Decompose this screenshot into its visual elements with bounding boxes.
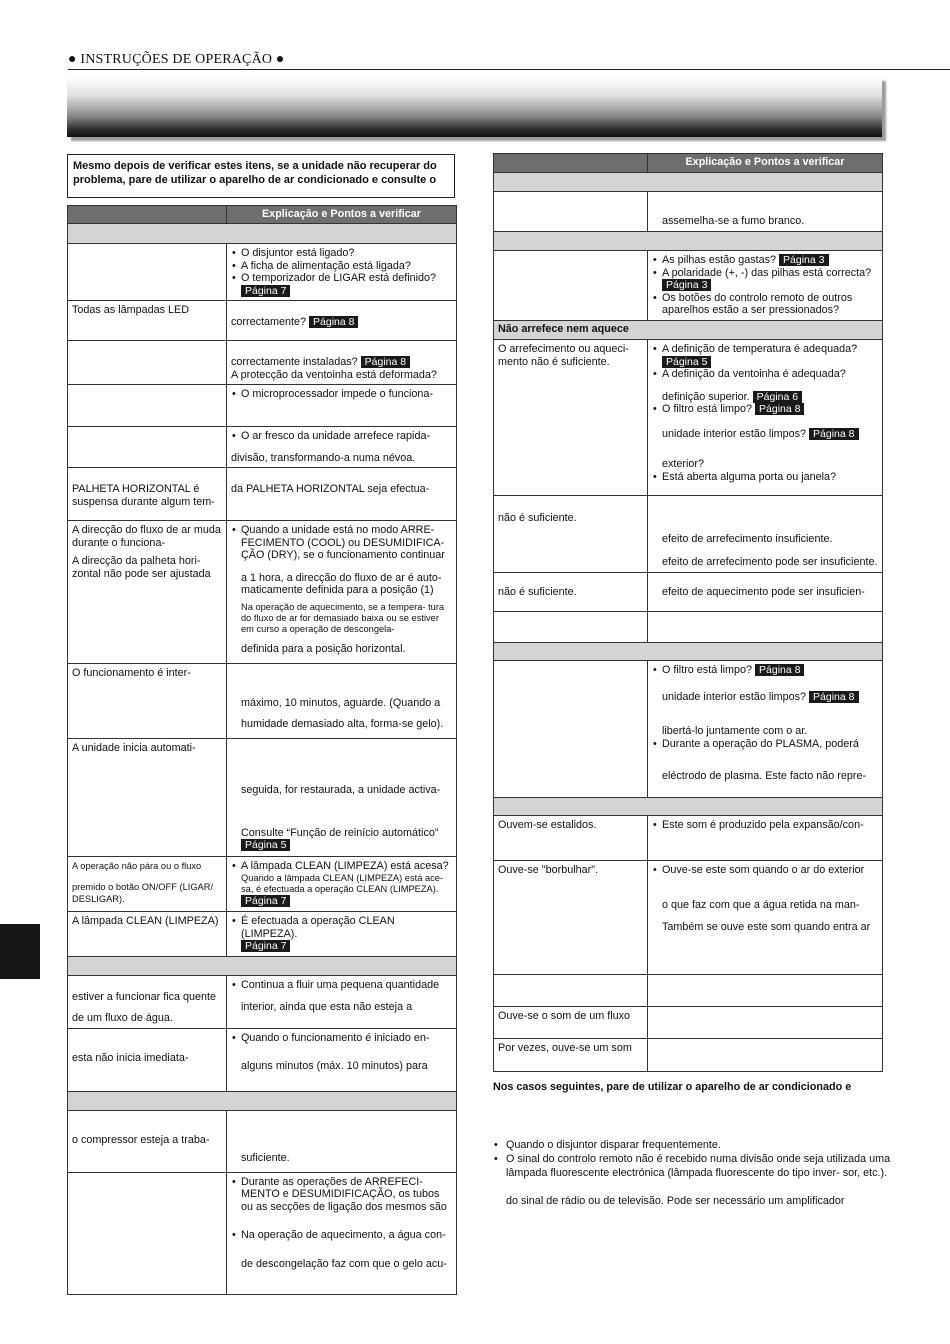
check-cell [227,244,457,301]
table-row [494,340,883,496]
table-row [68,244,457,301]
symptom-cell: Ouve-se "borbulhar". [494,861,648,975]
symptom-cell: O arrefecimento ou aqueci- mento não é suficiente. [494,340,648,496]
section-bar [494,643,883,661]
symptom-cell [494,661,648,798]
table-row [68,341,457,385]
symptom-cell: A direcção do fluxo de ar muda durante o funciona- A direcção da palheta hori- zontal não pode ser ajustada [68,521,227,664]
table-row [68,1172,457,1294]
check-cell: • Quando o funcionamento é iniciado en- alguns minutos (máx. 10 minutos) para [227,1028,457,1091]
table-row [68,468,457,521]
section-bar [68,1091,457,1110]
check-item: • Os botões do controlo remoto de outros aparelhos estão a ser pressionados? [662,292,878,317]
table-row [68,857,457,912]
warning-list [493,1138,893,1208]
symptom-cell: esta não inicia imediata- [68,1028,227,1091]
check-cell [648,1007,883,1039]
page-ref: Página 7 [241,285,290,297]
page-ref: Página 8 [309,316,358,328]
check-item: • A lâmpada CLEAN (LIMPEZA) está acesa? [241,860,452,873]
check-cell: • O filtro está limpo? Página 8 unidade interior estão limpos? Página 8 libertá-lo juntamente com o ar. • Durante a operação do PLASMA, poderá eléctrodo de plasma. Este facto não repre- [648,661,883,798]
check-cell: • Ouve-se este som quando o ar do exterior o que faz com que a água retida na man- Também se ouve este som quando entra ar [648,861,883,975]
check-item: • Este som é produzido pela expansão/con- [662,819,878,832]
table-row [68,1028,457,1091]
check-item: • A definição de temperatura é adequada? Página 5 [662,343,878,368]
check-cell: correctamente instaladas? Página 8 A protecção da ventoinha está deformada? [227,341,457,385]
header-rule [68,69,950,70]
table-row [494,496,883,573]
check-cell: efeito de aquecimento pode ser insuficien- [648,573,883,612]
section-bar [68,224,457,244]
check-item: • Quando a unidade está no modo ARRE- FECIMENTO (COOL) ou DESUMIDIFICA- ÇÃO (DRY), se o funcionamento continuar [241,524,452,562]
symptom-cell: PALHETA HORIZONTAL é suspensa durante algum tem- [68,468,227,521]
symptom-cell: não é suficiente. [494,573,648,612]
symptom-cell: estiver a funcionar fica quente de um fluxo de água. [68,975,227,1028]
check-cell: • Quando a unidade está no modo ARRE- FECIMENTO (COOL) ou DESUMIDIFICA- ÇÃO (DRY), se o funcionamento continuar a 1 hora, a direcção do fluxo de ar é auto- maticamente definida para a posição (1) Na operação de aquecimento, se a tempera- tura do fluxo de ar for demasiado baixa ou se estiver em curso a operação de descongela- definida para a posição horizontal. [227,521,457,664]
symptom-cell [494,251,648,321]
table-row [494,1039,883,1072]
check-item: • O temporizador de LIGAR está definido? Página 7 [241,272,452,297]
page-ref: Página 3 [662,279,711,291]
symptom-cell: o compressor esteja a traba- [68,1110,227,1172]
symptom-cell: A lâmpada CLEAN (LIMPEZA) [68,912,227,957]
section-no-cool: Não arrefece nem aquece [494,321,883,340]
check-cell: efeito de arrefecimento insuficiente. efeito de arrefecimento pode ser insuficiente. [648,496,883,573]
check-cell: • Continua a fluir uma pequena quantidade interior, ainda que esta não esteja a [227,975,457,1028]
check-item: • A polaridade (+, -) das pilhas está correcta? Página 3 [662,267,878,292]
check-cell: • A definição de temperatura é adequada? Página 5 • A definição da ventoinha é adequada? definição superior. Página 6 • O filtro está limpo? Página 8 unidade interior estão limpos? Página 8 exterior? • Está aberta alguma porta ou janela? [648,340,883,496]
check-item: • Continua a fluir uma pequena quantidade [241,979,452,992]
page-ref: Página 8 [809,428,858,440]
symptom-cell: A operação não pára ou o fluxo premido o botão ON/OFF (LIGAR/ DESLIGAR). [68,857,227,912]
symptom-cell [494,612,648,643]
check-cell [648,975,883,1007]
check-item: • O microprocessador impede o funciona- [241,388,452,401]
section-bar [494,173,883,192]
page-ref: Página 7 [241,895,290,907]
page-ref: Página 8 [755,664,804,676]
table-row [494,1007,883,1039]
symptom-cell [68,385,227,427]
check-item: • Durante as operações de ARREFECI- MENTO e DESUMIDIFICAÇÃO, os tubos ou as secções de ligação dos mesmos são [241,1176,452,1214]
symptom-header [494,154,648,173]
symptom-cell [68,341,227,385]
table-row [494,573,883,612]
table-row [494,661,883,798]
table-row [68,1110,457,1172]
note-box: Mesmo depois de verificar estes itens, se a unidade não recuperar do problema, pare de utilizar o aparelho de ar condicionado e consulte o [67,154,455,198]
check-cell: seguida, for restaurada, a unidade activa- Consulte “Função de reinício automático” Página 5 [227,739,457,857]
table-row [68,521,457,664]
page-ref: Página 8 [809,691,858,703]
check-cell [648,612,883,643]
check-item: • Ouve-se este som quando o ar do exterior [662,864,878,877]
check-item: • O filtro está limpo? Página 8 [662,664,878,677]
check-cell: • O ar fresco da unidade arrefece rapida- divisão, transformando-a numa névoa. [227,427,457,468]
check-item: • As pilhas estão gastas? Página 3 [662,254,878,267]
symptom-cell: Todas as lâmpadas LED [68,301,227,341]
check-cell [648,816,883,861]
check-cell: • A lâmpada CLEAN (LIMPEZA) está acesa? Quando a lâmpada CLEAN (LIMPEZA) está ace- sa, é efectuada a operação CLEAN (LIMPEZA). Página 7 [227,857,457,912]
page-ref: Página 5 [662,356,711,368]
symptom-cell [68,244,227,301]
list-item: • O sinal do controlo remoto não é recebido numa divisão onde seja utilizada uma lâmpada fluorescente electrónica (lâmpada fluorescente do tipo inver- sor, etc.). [506,1152,893,1180]
section-bar [494,798,883,816]
check-cell [648,1039,883,1072]
warning-note: Nos casos seguintes, pare de utilizar o aparelho de ar condicionado e [493,1081,852,1093]
page-ref: Página 8 [361,356,410,368]
check-cell: da PALHETA HORIZONTAL seja efectua- [227,468,457,521]
symptom-cell: O funcionamento é inter- [68,664,227,739]
check-item: • Está aberta alguma porta ou janela? [662,471,878,484]
check-cell: suficiente. [227,1110,457,1172]
table-row [68,664,457,739]
table-row [68,427,457,468]
list-item: • Quando o disjuntor disparar frequentemente. [506,1138,893,1152]
table-row [494,816,883,861]
symptom-cell: não é suficiente. [494,496,648,573]
check-item: • Na operação de aquecimento, a água con- [241,1229,452,1242]
check-item: • É efectuada a operação CLEAN (LIMPEZA). Página 7 [241,915,452,953]
symptom-cell: Ouvem-se estalidos. [494,816,648,861]
table-row [494,251,883,321]
page-header: ● INSTRUÇÕES DE OPERAÇÃO ● [68,52,285,67]
table-row [68,301,457,341]
table-row [68,385,457,427]
title-banner [67,77,882,137]
section-bar [68,956,457,975]
symptom-cell: A unidade inicia automati- [68,739,227,857]
symptom-cell [68,1172,227,1294]
check-cell: máximo, 10 minutos, aguarde. (Quando a humidade demasiado alta, forma-se gelo). [227,664,457,739]
symptom-cell [68,427,227,468]
check-header: Explicação e Pontos a verificar [648,154,883,173]
section-bar [494,232,883,251]
trailing-text: do sinal de rádio ou de televisão. Pode ser necessário um amplificador [506,1195,845,1207]
check-item: • Durante a operação do PLASMA, poderá [662,738,878,751]
table-row [494,975,883,1007]
page-ref: Página 5 [241,839,290,851]
table-row [494,192,883,232]
check-item: • O ar fresco da unidade arrefece rapida- [241,430,452,443]
left-troubleshooting-table [67,205,457,1295]
check-cell [227,912,457,957]
page-ref: Página 7 [241,940,290,952]
symptom-cell: Por vezes, ouve-se um som [494,1039,648,1072]
check-cell: • Durante as operações de ARREFECI- MENTO e DESUMIDIFICAÇÃO, os tubos ou as secções de ligação dos mesmos são • Na operação de aquecimento, a água con- de descongelação faz com que o gelo acu- [227,1172,457,1294]
check-cell [227,385,457,427]
check-cell: correctamente? Página 8 [227,301,457,341]
check-header: Explicação e Pontos a verificar [227,206,457,224]
table-row [68,739,457,857]
page-ref: Página 6 [753,391,802,403]
table-row [68,975,457,1028]
page-ref: Página 3 [779,254,828,266]
check-cell [648,251,883,321]
check-item: • A ficha de alimentação está ligada? [241,260,452,273]
table-row [68,912,457,957]
check-cell: assemelha-se a fumo branco. [648,192,883,232]
check-item: • A definição da ventoinha é adequada? [662,368,878,381]
symptom-cell: Ouve-se o som de um fluxo [494,1007,648,1039]
check-item: • Quando o funcionamento é iniciado en- [241,1032,452,1045]
symptom-cell [494,192,648,232]
symptom-header [68,206,227,224]
table-row [494,612,883,643]
right-troubleshooting-table [493,153,883,1072]
page-ref: Página 8 [755,403,804,415]
table-row [494,861,883,975]
symptom-cell [494,975,648,1007]
check-item: • O disjuntor está ligado? [241,247,452,260]
check-item: • O filtro está limpo? Página 8 [662,403,878,416]
side-tab [0,924,40,979]
